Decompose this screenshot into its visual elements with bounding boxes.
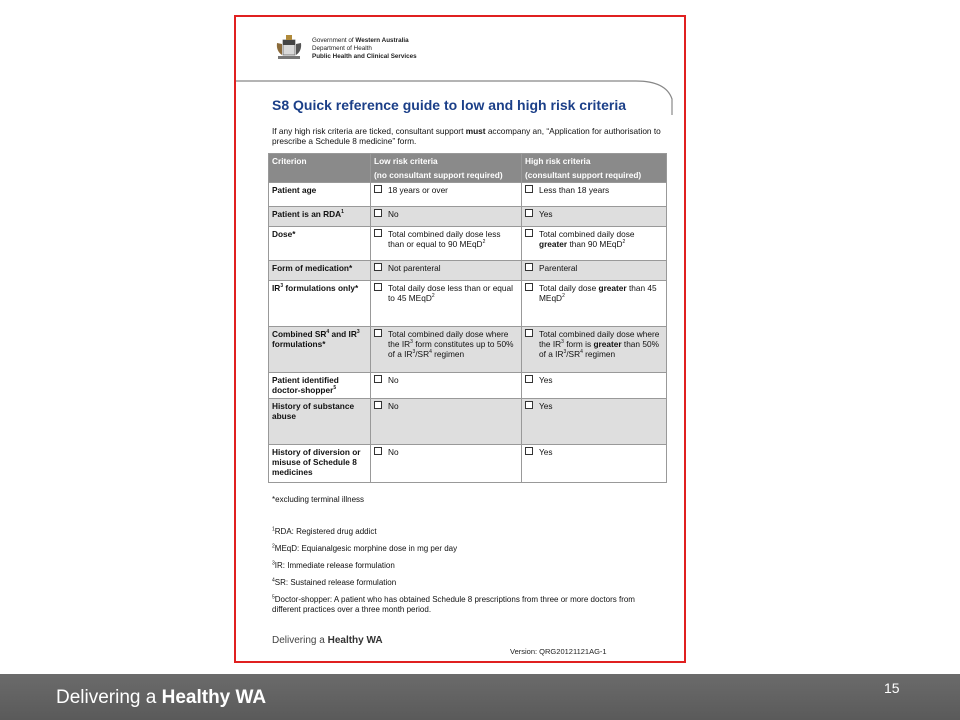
checkbox[interactable] xyxy=(374,209,382,217)
criterion-cell: Patient is an RDA$^1$ xyxy=(269,207,371,227)
coat-of-arms-logo xyxy=(274,33,304,63)
checkbox[interactable] xyxy=(374,283,382,291)
criteria-table xyxy=(268,153,667,483)
header-criterion: Criterion xyxy=(269,154,371,183)
table-row xyxy=(269,399,667,445)
table-row xyxy=(269,261,667,281)
low-risk-cell: Total daily dose less than or equal to 45 MEqD$^2$ xyxy=(371,281,522,327)
footnote: $^2$MEqD: Equianalgesic morphine dose in mg per day xyxy=(272,543,458,553)
high-risk-cell: Yes xyxy=(522,207,667,227)
criterion-cell: $IR^3$ formulations only* xyxy=(269,281,371,327)
criterion-cell: Combined $SR^4$ and $IR^3$ formulations* xyxy=(269,327,371,373)
criterion-cell: Dose* xyxy=(269,227,371,261)
low-risk-cell: 18 years or over xyxy=(371,183,522,207)
table-row xyxy=(269,327,667,373)
checkbox[interactable] xyxy=(374,401,382,409)
document-title: S8 Quick reference guide to low and high risk criteria xyxy=(272,97,626,113)
document-footer: Delivering a Healthy WA xyxy=(272,635,383,646)
table-row xyxy=(269,445,667,483)
high-risk-cell: Less than 18 years xyxy=(522,183,667,207)
checkbox[interactable] xyxy=(525,447,533,455)
footnote: $^4$SR: Sustained release formulation xyxy=(272,577,397,587)
low-risk-cell: No xyxy=(371,445,522,483)
checkbox[interactable] xyxy=(374,229,382,237)
table-row xyxy=(269,183,667,207)
checkbox[interactable] xyxy=(525,375,533,383)
low-risk-cell: Total combined daily dose where the $IR^3$ form constitutes up to 50% of a $IR^3/SR^4$ regimen xyxy=(371,327,522,373)
checkbox[interactable] xyxy=(374,375,382,383)
high-risk-cell: Total combined daily dose where the $IR^3$ form is greater than 50% of a $IR^3/SR^4$ regimen xyxy=(522,327,667,373)
footnote: $^3$IR: Immediate release formulation xyxy=(272,560,395,570)
header-high-risk: High risk criteria (consultant support required) xyxy=(522,154,667,183)
slide-footer-text: Delivering a Healthy WA xyxy=(56,687,267,708)
table-header-row xyxy=(269,154,667,183)
checkbox[interactable] xyxy=(374,263,382,271)
table-row xyxy=(269,373,667,399)
footnotes xyxy=(272,527,652,622)
criterion-cell: Form of medication* xyxy=(269,261,371,281)
high-risk-cell: Parenteral xyxy=(522,261,667,281)
low-risk-cell: Not parenteral xyxy=(371,261,522,281)
version-label: Version: QRG20121121AG-1 xyxy=(510,647,607,656)
low-risk-cell: No xyxy=(371,207,522,227)
checkbox[interactable] xyxy=(525,209,533,217)
checkbox[interactable] xyxy=(525,401,533,409)
checkbox[interactable] xyxy=(525,185,533,193)
checkbox[interactable] xyxy=(525,283,533,291)
high-risk-cell: Yes xyxy=(522,373,667,399)
low-risk-cell: No xyxy=(371,399,522,445)
high-risk-cell: Total daily dose greater than 45 MEqD$^2$ xyxy=(522,281,667,327)
criterion-cell: Patient age xyxy=(269,183,371,207)
footnote: $^1$RDA: Registered drug addict xyxy=(272,526,377,536)
checkbox[interactable] xyxy=(525,229,533,237)
low-risk-cell: No xyxy=(371,373,522,399)
checkbox[interactable] xyxy=(374,185,382,193)
low-risk-cell: Total combined daily dose less than or equal to 90 MEqD$^2$ xyxy=(371,227,522,261)
table-row xyxy=(269,227,667,261)
slide-footer-bar xyxy=(0,674,960,720)
footnote: $^5$Doctor-shopper: A patient who has obtained Schedule 8 prescriptions from three or more doctors from different practices over a three month period. xyxy=(272,594,635,614)
organisation-text: Government of Western Australia Department of Health Public Health and Clinical Services xyxy=(312,37,417,60)
checkbox[interactable] xyxy=(525,263,533,271)
checkbox[interactable] xyxy=(374,447,382,455)
criterion-cell: History of substance abuse xyxy=(269,399,371,445)
high-risk-cell: Total combined daily dose greater than 90 MEqD$^2$ xyxy=(522,227,667,261)
intro-paragraph: If any high risk criteria are ticked, consultant support must accompany an, “Application for authorisation to prescribe a Schedule 8 medicine” form. xyxy=(272,126,661,146)
document-page xyxy=(234,15,686,663)
criterion-cell: Patient identified doctor-shopper$^5$ xyxy=(269,373,371,399)
criterion-cell: History of diversion or misuse of Schedule 8 medicines xyxy=(269,445,371,483)
checkbox[interactable] xyxy=(525,329,533,337)
high-risk-cell: Yes xyxy=(522,399,667,445)
table-row xyxy=(269,207,667,227)
high-risk-cell: Yes xyxy=(522,445,667,483)
excluding-note: *excluding terminal illness xyxy=(272,495,365,504)
table-row xyxy=(269,281,667,327)
page-number: 15 xyxy=(884,680,900,696)
checkbox[interactable] xyxy=(374,329,382,337)
header-low-risk: Low risk criteria (no consultant support required) xyxy=(371,154,522,183)
